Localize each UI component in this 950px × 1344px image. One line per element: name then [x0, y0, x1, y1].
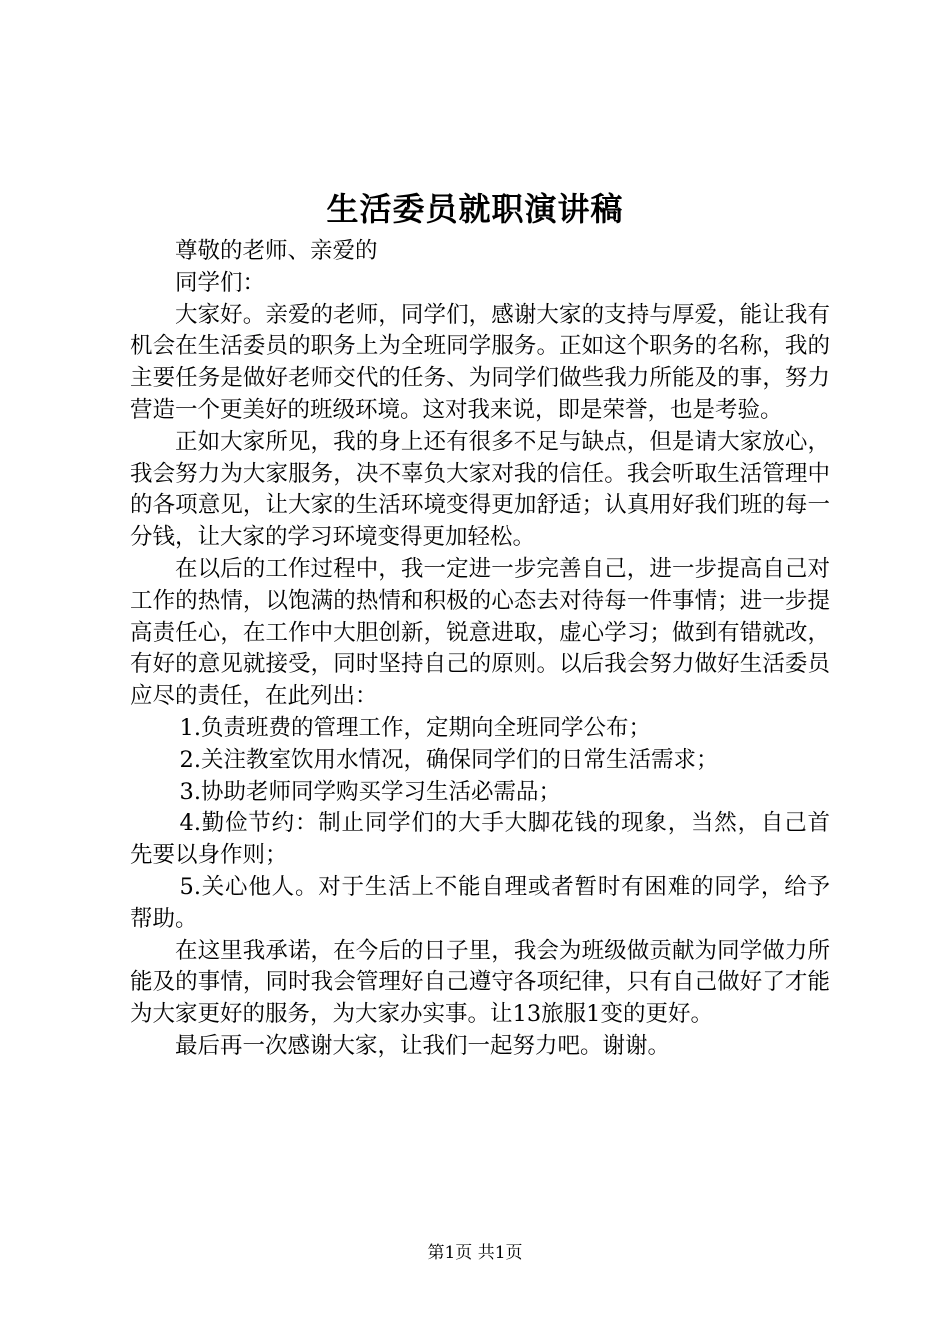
paragraph-1: 大家好。亲爱的老师，同学们，感谢大家的支持与厚爱，能让我有机会在生活委员的职务上为全班同学服务。正如这个职务的名称，我的主要任务是做好老师交代的任务、为同学们做些我力所能及的事，努力营造一个更美好的班级环境。这对我来说，即是荣誉，也是考验。 [130, 301, 830, 423]
paragraph-3: 在以后的工作过程中，我一定进一步完善自己，进一步提高自己对工作的热情，以饱满的热情和积极的心态去对待每一件事情；进一步提高责任心，在工作中大胆创新，锐意进取，虚心学习；做到有错就改，有好的意见就接受，同时坚持自己的原则。以后我会努力做好生活委员应尽的责任，在此列出： [130, 555, 830, 710]
salutation-line-2: 同学们： [175, 269, 266, 296]
page-footer: 第1页 共1页 [427, 1243, 523, 1263]
list-item-2: 2.关注教室饮用水情况，确保同学们的日常生活需求； [179, 746, 719, 773]
list-item-3: 3.协助老师同学购买学习生活必需品； [179, 778, 561, 805]
closing-paragraph-2: 最后再一次感谢大家，让我们一起努力吧。谢谢。 [175, 1032, 671, 1059]
list-item-5: 5.关心他人。对于生活上不能自理或者暂时有困难的同学，给予帮助。 [130, 873, 830, 932]
document-body [130, 236, 830, 1063]
paragraph-2: 正如大家所见，我的身上还有很多不足与缺点，但是请大家放心，我会努力为大家服务，决不辜负大家对我的信任。我会听取生活管理中的各项意见，让大家的生活环境变得更加舒适；认真用好我们班的每一分钱，让大家的学习环境变得更加轻松。 [130, 428, 830, 551]
closing-paragraph-1: 在这里我承诺，在今后的日子里，我会为班级做贡献为同学做力所能及的事情，同时我会管理好自己遵守各项纪律，只有自己做好了才能为大家更好的服务，为大家办实事。让13旅服1变的更好。 [130, 937, 830, 1028]
list-item-1: 1.负责班费的管理工作，定期向全班同学公布； [179, 714, 651, 741]
list-item-4: 4.勤俭节约：制止同学们的大手大脚花钱的现象，当然，自己首先要以身作则； [130, 810, 830, 869]
salutation-line-1: 尊敬的老师、亲爱的 [175, 238, 378, 264]
document-title: 生活委员就职演讲稿 [326, 190, 624, 228]
